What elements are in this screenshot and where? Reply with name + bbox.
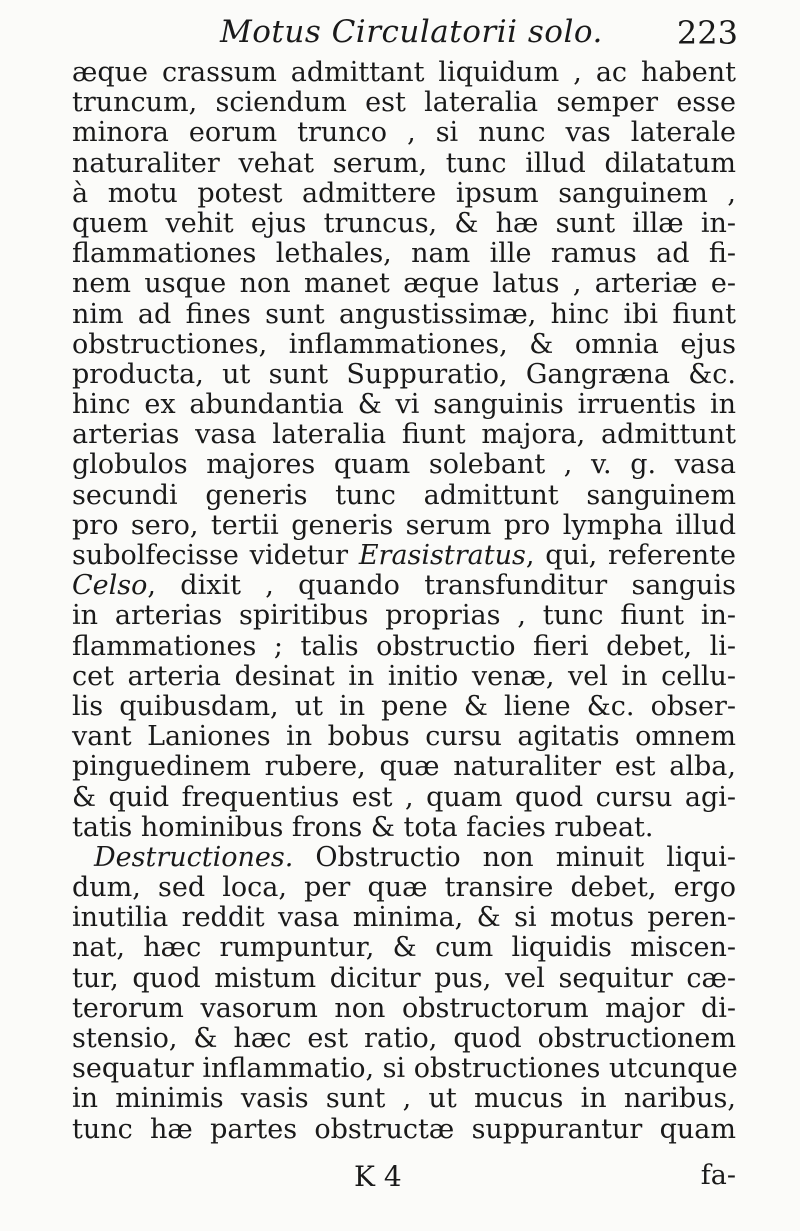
text-line: pinguedinem rubere, quæ naturaliter est alba, [72, 751, 736, 783]
text-line: sequatur inflammatio, si obstructiones utcunque [72, 1053, 738, 1085]
catchword: fa- [700, 1160, 736, 1191]
text-line: inutilia reddit vasa minima, & si motus peren- [72, 902, 736, 934]
text-line: à motu potest admittere ipsum sanguinem , [72, 177, 736, 209]
signature-mark: K 4 [354, 1160, 402, 1193]
page-footer [72, 1160, 736, 1200]
text-line: lis quibusdam, ut in pene & liene &c. obser- [72, 690, 736, 722]
text-line: cet arteria desinat in initio venæ, vel in cellu- [72, 660, 736, 692]
text-line: globulos majores quam solebant , v. g. vasa [72, 449, 736, 481]
text-line: flammationes ; talis obstructio fieri debet, li- [72, 630, 736, 662]
text-line: naturaliter vehat serum, tunc illud dilatatum [72, 147, 736, 179]
text-line: tunc hæ partes obstructæ suppurantur quam [72, 1113, 736, 1145]
text-line: minora eorum trunco , si nunc vas laterale [72, 117, 736, 149]
body-text [72, 58, 736, 1145]
text-line: in arterias spiritibus proprias , tunc fiunt in- [72, 600, 736, 632]
text-line-with-italic-name [72, 541, 736, 571]
text-line: hinc ex abundantia & vi sanguinis irruentis in [72, 389, 736, 421]
text-line: vant Laniones in bobus cursu agitatis omnem [72, 721, 736, 753]
text-line-with-italic-name [72, 571, 736, 601]
text-segment: Obstructio non minuit liqui- [315, 841, 736, 873]
text-line: producta, ut sunt Suppuratio, Gangræna &c. [72, 358, 736, 390]
text-line: quem vehit ejus truncus, & hæ sunt illæ in- [72, 207, 736, 239]
text-line: in minimis vasis sunt , ut mucus in naribus, [72, 1083, 736, 1115]
text-line: tur, quod mistum dicitur pus, vel sequitur cæ- [72, 962, 736, 994]
text-line: truncum, sciendum est lateralia semper esse [72, 87, 736, 119]
text-segment: , qui, referente [525, 540, 736, 571]
text-line: nim ad fines sunt angustissimæ, hinc ibi fiunt [72, 298, 736, 330]
text-line: tatis hominibus frons & tota facies rubeat. [72, 811, 654, 843]
italic-name-erasistratus: Erasistratus [358, 540, 526, 571]
text-line: dum, sed loca, per quæ transire debet, ergo [72, 872, 736, 904]
text-line: nem usque non manet æque latus , arteriæ e- [72, 268, 736, 300]
text-line: stensio, & hæc est ratio, quod obstructionem [72, 1023, 736, 1054]
running-head [70, 14, 738, 54]
text-line: pro sero, tertii generis serum pro lympha illud [72, 509, 736, 541]
text-line: flammationes lethales, nam ille ramus ad fi- [72, 238, 736, 270]
page-number: 223 [676, 14, 738, 52]
text-segment: , dixit , quando transfunditur sanguis [147, 570, 736, 602]
text-line: & quid frequentius est , quam quod cursu agi- [72, 781, 736, 813]
text-segment: subolfecisse videtur [72, 540, 348, 571]
text-line: æque crassum admittant liquidum , ac habent [72, 57, 736, 88]
section-heading-destructiones: Destructiones. [94, 841, 294, 873]
running-title: Motus Circulatorii solo. [220, 14, 603, 50]
text-line: nat, hæc rumpuntur, & cum liquidis miscen- [72, 932, 736, 964]
italic-name-celso: Celso [72, 570, 148, 602]
text-line: secundi generis tunc admittunt sanguinem [72, 479, 736, 511]
paragraph-start-line [72, 843, 736, 873]
text-line: arterias vasa lateralia fiunt majora, admittunt [72, 419, 736, 451]
text-line: terorum vasorum non obstructorum major di- [72, 992, 736, 1024]
text-line: obstructiones, inflammationes, & omnia ejus [72, 328, 736, 360]
